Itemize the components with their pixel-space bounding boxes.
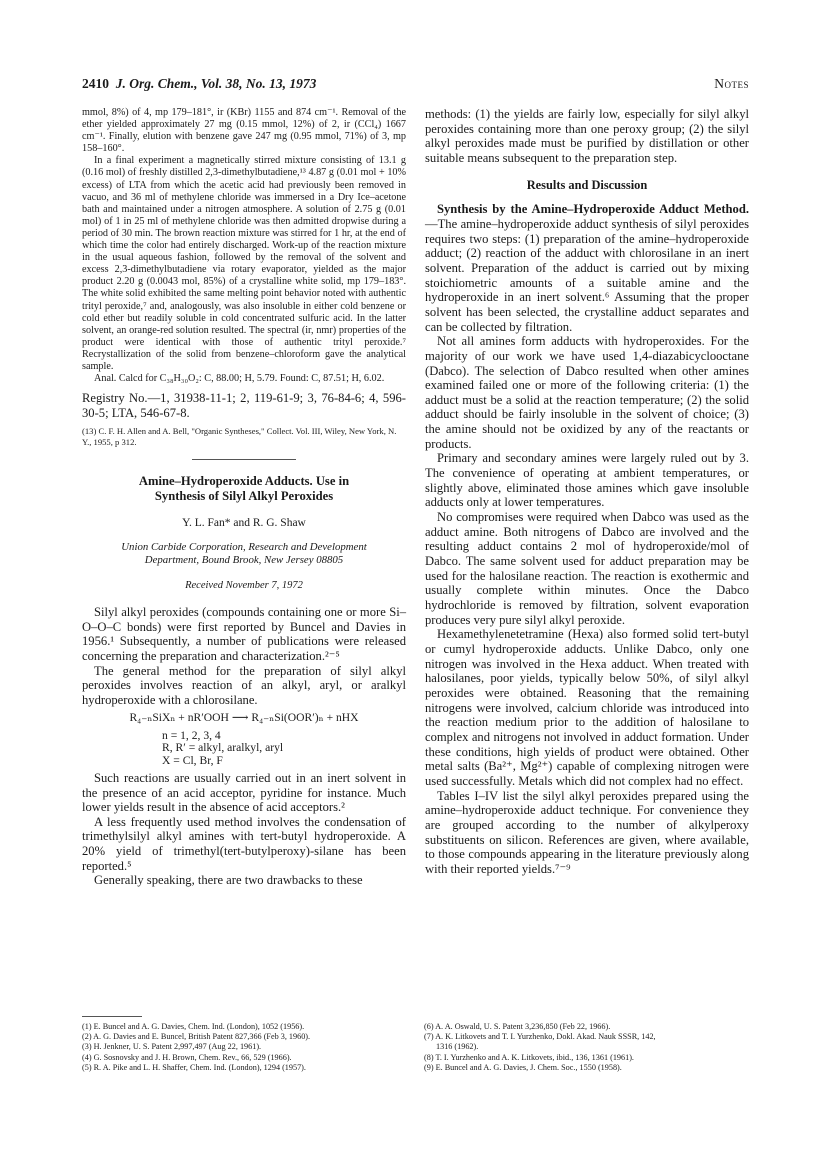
section-divider [192, 459, 296, 460]
section-label: Notes [714, 76, 749, 91]
registry-numbers: Registry No.—1, 31938-11-1; 2, 119-61-9; 3, 76-84-6; 4, 596-30-5; LTA, 546-67-8. [82, 391, 406, 421]
body-paragraph: No compromises were required when Dabco was used as the adduct amine. Both nitrogens of Dabco are involved and the resulting adduct contains 2 mol of hydroperoxide/mol of Dabco. The same solvent used for adduct preparation may be used for the halosilane reaction. The reaction is exothermic and usually complete within minutes. Once the Dabco hydrochloride is removed by filtration, solvent evaporation produces very pure silyl alkyl peroxide. [425, 510, 749, 627]
analysis-line: Anal. Calcd for C₃₈H₃₀O₂: C, 88.00; H, 5.79. Found: C, 87.51; H, 6.02. [94, 373, 385, 385]
header-left [82, 76, 316, 92]
article-title [82, 474, 406, 504]
section-heading: Results and Discussion [526, 177, 648, 192]
body-paragraph: methods: (1) the yields are fairly low, especially for silyl alkyl peroxides containing more than one peroxy group; (2) the silyl alkyl peroxides made must be purified by distillation or other suitable means subsequent to the preparation step. [425, 107, 749, 165]
experimental-section [82, 107, 406, 385]
footnote: (7) A. K. Litkovets and T. I. Yurzhenko, Dokl. Akad. Nauk SSSR, 142, [424, 1032, 656, 1042]
footnote: (9) E. Buncel and A. G. Davies, J. Chem. Soc., 1550 (1958). [424, 1062, 622, 1072]
body-paragraph: Not all amines form adducts with hydroperoxides. For the majority of our work we have used 1,4-diazabicyclooctane (Dabco). The selection of Dabco resulted when other amines examined failed one or more of the following criteria: (1) the adduct must be a solid at the reaction temperature; (2) the solid adduct should be fairly insoluble in the solvent of choice; (3) the amine should not be oxidized by any of the reactants or products. [425, 334, 749, 451]
journal-citation: J. Org. Chem., Vol. 38, No. 13, 1973 [115, 76, 317, 91]
footnotes-left [82, 1022, 414, 1073]
running-header [82, 76, 749, 96]
article-title-line: Amine–Hydroperoxide Adducts. Use in [138, 474, 350, 489]
authors: Y. L. Fan* and R. G. Shaw [182, 517, 306, 530]
definition-line: X = Cl, Br, F [162, 753, 223, 767]
body-paragraph: Such reactions are usually carried out in an inert solvent in the presence of an acid acceptor, pyridine for instance. Much lower yields result in the absence of acid acceptors.² [82, 770, 406, 815]
page-number: 2410 [82, 76, 109, 91]
body-paragraph: A less frequently used method involves the condensation of trimethylsilyl alkyl amines with tert-butyl hydroperoxide. A 20% yield of trimethyl(tert-butylperoxy)-silane has been reported.⁵ [82, 814, 406, 873]
body-paragraph: Generally speaking, there are two drawbacks to these [94, 873, 363, 888]
footnote-divider [82, 1016, 142, 1017]
equation-definitions [162, 730, 406, 767]
footnotes-right [424, 1022, 756, 1073]
experimental-paragraph: In a final experiment a magnetically stirred mixture consisting of 13.1 g (0.16 mol) of freshly distilled 2,3-dimethylbutadiene,¹³ 4.87 g (0.01 mol + 10% excess) of LTA from which the acetic acid had previously been removed in vacuo, and 36 ml of methylene chloride was immersed in a Dry Ice–acetone bath and maintained under a nitrogen atmosphere. A solution of 2.75 g (0.01 mol) of 1 in 25 ml of methylene chloride was then admitted dropwise during a period of 30 min. The brown reaction mixture was stirred for 1 hr, at the end of which time the color had entirely discharged. Work-up of the reaction mixture in the usual aqueous fashion, followed by the removal of the solvent and excess 2,3-dimethylbutadiene via rotary evaporator, yielded as the major product 2.20 g (0.0043 mol, 85%) of a crystalline white solid, mp 179–183°. The white solid exhibited the same melting point behavior noted with authentic trityl peroxide,⁷ and, analogously, was also insoluble in either cold benzene or cold ether but readily soluble in cold concentrated sulfuric acid. In the latter solvent, an orange-red solution resulted. The spectral (ir, nmr) properties of the product were identical with those of authentic trityl peroxide.⁷ Recrystallization of the solid from benzene–chloroform gave the analytical sample. [82, 155, 406, 372]
affiliation [82, 541, 406, 567]
article-title-line: Synthesis of Silyl Alkyl Peroxides [154, 489, 334, 504]
body-paragraph: Tables I–IV list the silyl alkyl peroxides prepared using the amine–hydroperoxide adduct technique. For convenience they are grouped according to the number of alkylperoxy substituents on silicon. References are given, where available, to those compounds appearing in the literature previously along with their reported yields.⁷⁻⁹ [425, 788, 749, 876]
run-in-body: —The amine–hydroperoxide adduct synthesis of silyl peroxides requires two steps: (1) preparation of the amine–hydroperoxide adduct; (2) reaction of the adduct with chlorosilane in an inert solvent. Preparation of the adduct is carried out by mixing stoichiometric amounts of a suitable amine and the hydroperoxide in an inert solvent.⁶ Assuming that the proper solvent has been selected, the crystalline adduct separates and can be collected by filtration. [425, 216, 749, 334]
affiliation-line: Department, Bound Brook, New Jersey 08805 [144, 553, 344, 566]
experimental-paragraph: mmol, 8%) of 4, mp 179–181°, ir (KBr) 1155 and 874 cm⁻¹. Removal of the ether yielded approximately 27 mg (0.15 mmol, 12%) of 2, ir (CCl₄) 1667 cm⁻¹. Finally, elution with benzene gave 247 mg (0.95 mmol, 71%) of 3, mp 158–160°. [82, 107, 406, 155]
footnote: (3) H. Jenkner, U. S. Patent 2,997,497 (Aug 22, 1961). [82, 1042, 262, 1052]
received-date: Received November 7, 1972 [185, 579, 303, 591]
right-column [425, 107, 749, 876]
body-paragraph [425, 202, 749, 334]
left-column [82, 107, 406, 888]
body-paragraph: Hexamethylenetetramine (Hexa) also formed solid tert-butyl or cumyl hydroperoxide adducts. Unlike Dabco, only one nitrogen was involved in the Hexa adduct. When treated with halosilanes, poor yields, typically below 50%, of silyl alkyl peroxides were obtained. Reasoning that the remaining nitrogens were involved, calcium chloride was introduced into the reaction medium prior to the addition of halosilane to complex and nitrogens not involved in adduct formation. Under these conditions, high yields of product were obtained. Other metal salts (Ba²⁺, Mg²⁺) capable of complexing nitrogen were used successfully. Metals which did not complex had no effect. [425, 627, 749, 788]
footnote: (8) T. I. Yurzhenko and A. K. Litkovets, ibid., 136, 1361 (1961). [424, 1052, 634, 1062]
footnote: (1) E. Buncel and A. G. Davies, Chem. Ind. (London), 1052 (1956). [82, 1022, 305, 1031]
body-paragraph: The general method for the preparation of silyl alkyl peroxides involves reaction of an alkyl, aryl, or aralkyl hydroperoxide with a chlorosilane. [82, 663, 406, 707]
affiliation-line: Union Carbide Corporation, Research and Development [121, 540, 367, 553]
definition-line: R, R′ = alkyl, aralkyl, aryl [162, 741, 284, 755]
footnote: (4) G. Sosnovsky and J. H. Brown, Chem. Rev., 66, 529 (1966). [82, 1052, 292, 1062]
footnote: 1316 (1962). [436, 1042, 479, 1052]
footnote: (5) R. A. Pike and L. H. Shaffer, Chem. Ind. (London), 1294 (1957). [82, 1062, 306, 1072]
run-in-heading: Synthesis by the Amine–Hydroperoxide Adduct Method. [437, 202, 749, 217]
reference-13: (13) C. F. H. Allen and A. Bell, "Organic Syntheses," Collect. Vol. III, Wiley, New York, N. Y., 1955, p 312. [82, 425, 397, 447]
body-paragraph: Silyl alkyl peroxides (compounds containing one or more Si–O–O–C bonds) were first reported by Buncel and Davies in 1956.¹ Subsequently, a number of publications were released concerning the preparation and characterization.²⁻⁵ [82, 605, 406, 663]
definition-line: n = 1, 2, 3, 4 [162, 728, 221, 742]
body-paragraph: Primary and secondary amines were largely ruled out by 3. The convenience of operating at ambient temperatures, or slightly above, eliminated those amines which gave insoluble adducts only at lower temperatures. [425, 451, 749, 510]
footnote: (6) A. A. Oswald, U. S. Patent 3,236,850 (Feb 22, 1966). [424, 1022, 611, 1031]
footnote: (2) A. G. Davies and E. Buncel, British Patent 827,366 (Feb 3, 1960). [82, 1032, 311, 1042]
reaction-equation: R₄₋ₙSiXₙ + nR′OOH ⟶ R₄₋ₙSi(OOR′)ₙ + nHX [129, 711, 359, 725]
